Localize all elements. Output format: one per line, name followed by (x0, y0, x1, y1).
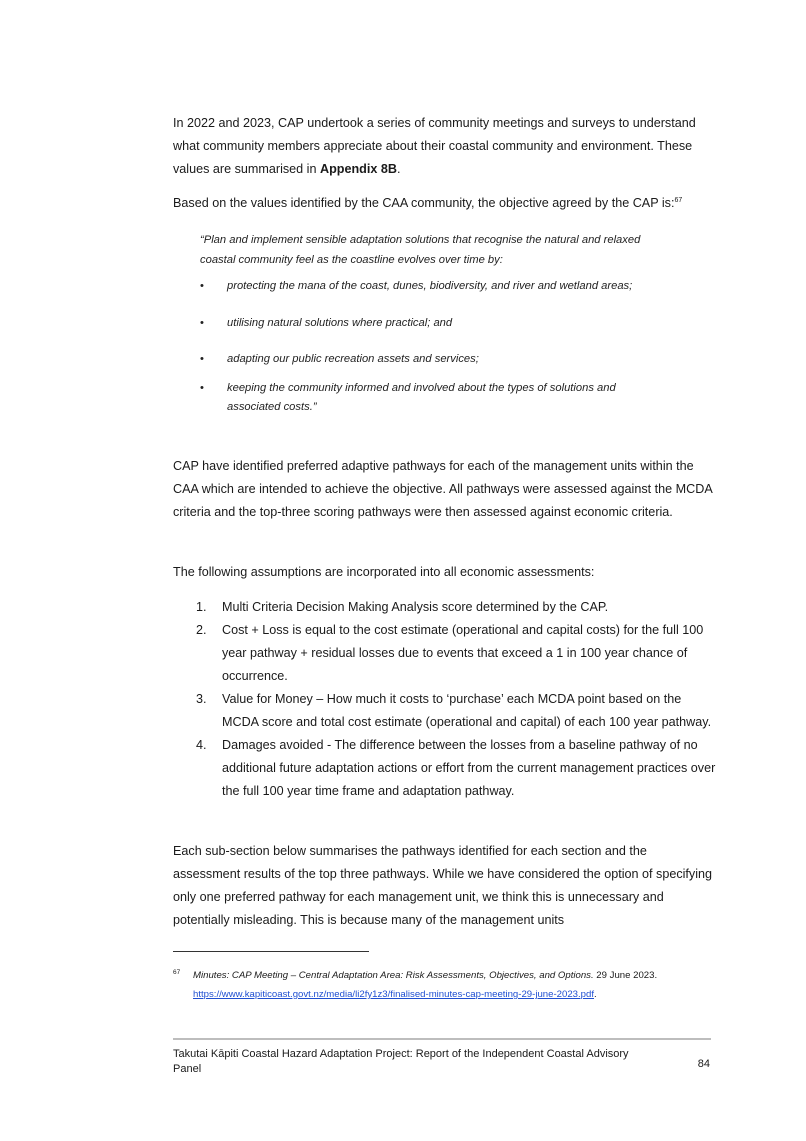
paragraph-subsection-summary: Each sub-section below summarises the pathways identified for each section and the assessment results of the top three pathways. While we have considered the option of specifying only one preferred pathway for each management unit, we think this is unnecessary and potentially misleading. This is because many of the management units (173, 844, 713, 927)
list-item-text: Cost + Loss is equal to the cost estimate (operational and capital costs) for the full 100 year pathway + residual losses due to events that exceed a 1 in 100 year chance of occurrence. (222, 623, 704, 683)
list-number: 1. (196, 600, 207, 614)
footnote-reference[interactable]: 67 (674, 196, 683, 204)
paragraph-text: Based on the values identified by the CAA community, the objective agreed by the CAP is: (173, 196, 675, 210)
footnote-divider (173, 951, 369, 952)
list-number: 2. (196, 623, 207, 637)
bullet-icon: • (200, 316, 204, 329)
list-item-text: utilising natural solutions where practical; and (227, 316, 453, 329)
footnote-title: Minutes: CAP Meeting – Central Adaptation Area: Risk Assessments, Objectives, and Options. (193, 970, 594, 981)
list-item-text: Multi Criteria Decision Making Analysis score determined by the CAP. (222, 600, 609, 614)
list-item (200, 350, 670, 370)
list-item (200, 314, 670, 334)
list-item-text: Damages avoided - The difference between the losses from a baseline pathway of no additional future adaptation actions or effort from the current management practices over the full 100 year time frame and adaptation pathway. (222, 738, 716, 798)
list-number: 3. (196, 692, 207, 706)
objective-quote-intro: “Plan and implement sensible adaptation solutions that recognise the natural and relaxed coastal community feel as the coastline evolves over time by: (200, 234, 641, 266)
bullet-icon: • (200, 353, 204, 365)
objective-quote-list (200, 277, 670, 418)
paragraph-assumptions-intro: The following assumptions are incorporated into all economic assessments: (173, 565, 595, 579)
footer-title: Takutai Kāpiti Coastal Hazard Adaptation Project: Report of the Independent Coastal Advisory Panel (173, 1048, 629, 1075)
footnote-body (173, 966, 713, 1004)
appendix-reference: Appendix 8B (320, 162, 397, 176)
bullet-icon: • (200, 381, 204, 394)
list-item (200, 379, 670, 418)
footnote (173, 966, 713, 1004)
assumptions-list (196, 596, 716, 803)
footnote-date: 29 June 2023. (593, 970, 658, 981)
list-item (196, 688, 716, 734)
paragraph-community-values (173, 112, 713, 181)
list-item (196, 734, 716, 803)
footnote-link-end: . (594, 989, 597, 1000)
list-item-text: keeping the community informed and involved about the types of solutions and associated costs.” (227, 381, 616, 413)
paragraph-text-end: . (396, 162, 401, 176)
bullet-icon: • (200, 280, 204, 292)
list-item (196, 596, 716, 619)
list-number: 4. (196, 738, 207, 752)
footnote-link[interactable]: https://www.kapiticoast.govt.nz/media/li2fy1z3/finalised-minutes-cap-meeting-29-june-2023.pdf (193, 989, 595, 1000)
page-number: 84 (697, 1058, 710, 1070)
list-item-text: Value for Money – How much it costs to ‘purchase’ each MCDA point based on the MCDA score and total cost estimate (operational and capital) of each 100 year pathway. (222, 692, 712, 729)
paragraph-adaptive-pathways: CAP have identified preferred adaptive pathways for each of the management units within the CAA which are intended to achieve the objective. All pathways were assessed against the MCDA criteria and the top-three scoring pathways were then assessed against economic criteria. (173, 459, 713, 519)
list-item-text: protecting the mana of the coast, dunes, biodiversity, and river and wetland areas; (227, 280, 633, 292)
footer-divider (173, 1038, 711, 1040)
list-item-text: adapting our public recreation assets and services; (227, 353, 479, 365)
paragraph-objective-intro (173, 193, 713, 213)
list-item (196, 619, 716, 688)
paragraph-text: In 2022 and 2023, CAP undertook a series of community meetings and surveys to understand what community members appreciate about their coastal community and environment. These values are summarised in (173, 116, 696, 176)
footnote-number: 67 (173, 969, 181, 976)
list-item (200, 277, 670, 297)
